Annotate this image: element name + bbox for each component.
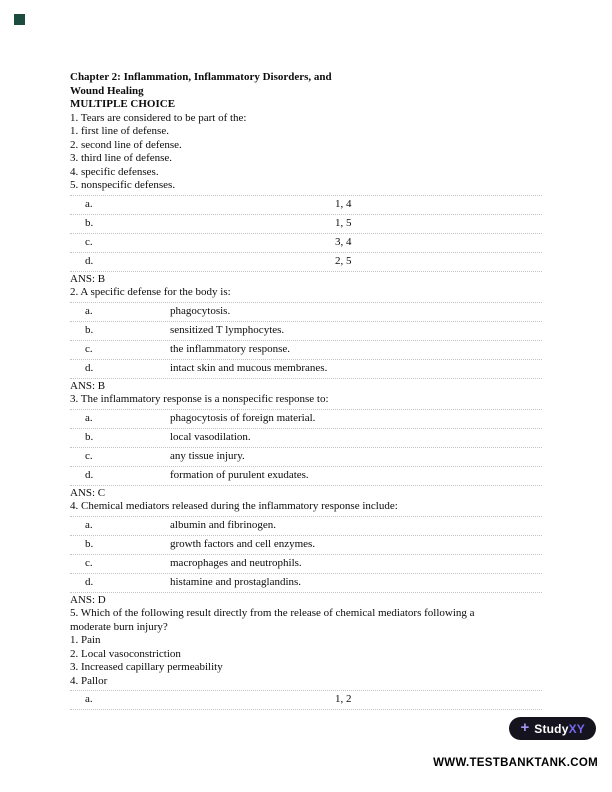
- question-option: 1. Pain: [70, 634, 101, 646]
- question-option: 3. Increased capillary permeability: [70, 661, 223, 673]
- brand-accent-text: XY: [568, 721, 585, 736]
- choice-letter: b.: [85, 216, 94, 229]
- section-heading: MULTIPLE CHOICE: [70, 98, 176, 110]
- choice-letter: b.: [85, 537, 94, 550]
- question-block-2: [70, 286, 542, 393]
- question-stem: 3. The inflammatory response is a nonspecific response to:: [70, 393, 329, 405]
- choice-row: [70, 467, 542, 486]
- brand-name: [534, 722, 585, 736]
- question-block-4: [70, 500, 542, 607]
- choice-text: sensitized T lymphocytes.: [170, 323, 285, 336]
- choice-table: [70, 690, 542, 710]
- choice-text: local vasodilation.: [170, 430, 251, 443]
- question-stem: 4. Chemical mediators released during the inflammatory response include:: [70, 500, 398, 512]
- question-option: 1. first line of defense.: [70, 125, 169, 137]
- chapter-title-line2: Wound Healing: [70, 84, 144, 97]
- choice-row: [70, 322, 542, 341]
- choice-text: 3, 4: [335, 235, 352, 248]
- plus-icon: +: [520, 719, 530, 736]
- choice-letter: c.: [85, 342, 93, 355]
- question-stem: 2. A specific defense for the body is:: [70, 286, 231, 298]
- choice-letter: d.: [85, 254, 94, 267]
- choice-row: [70, 517, 542, 536]
- choice-row: [70, 429, 542, 448]
- choice-row: [70, 303, 542, 322]
- choice-table: [70, 302, 542, 379]
- choice-letter: c.: [85, 449, 93, 462]
- choice-letter: c.: [85, 235, 93, 248]
- choice-table: [70, 195, 542, 272]
- choice-row: [70, 555, 542, 574]
- choice-text: 1, 2: [335, 693, 352, 705]
- choice-letter: a.: [85, 411, 93, 424]
- choice-text: phagocytosis.: [170, 304, 231, 317]
- choice-row: [70, 341, 542, 360]
- studyxy-badge[interactable]: [509, 717, 596, 740]
- choice-letter: b.: [85, 430, 94, 443]
- website-link[interactable]: WWW.TESTBANKTANK.COM: [433, 757, 598, 769]
- question-option: 2. Local vasoconstriction: [70, 647, 181, 660]
- choice-text: intact skin and mucous membranes.: [170, 361, 328, 374]
- choice-letter: d.: [85, 361, 94, 374]
- choice-letter: c.: [85, 556, 93, 569]
- choice-row: [70, 253, 542, 272]
- choice-row: [70, 234, 542, 253]
- choice-row: [70, 448, 542, 467]
- choice-text: 1, 4: [335, 197, 352, 210]
- choice-row: [70, 574, 542, 593]
- question-option: 5. nonspecific defenses.: [70, 179, 176, 191]
- choice-text: growth factors and cell enzymes.: [170, 537, 316, 550]
- answer-line: ANS: B: [70, 379, 106, 392]
- choice-row: [70, 360, 542, 379]
- answer-line: ANS: B: [70, 272, 106, 285]
- choice-letter: a.: [85, 518, 93, 531]
- page-content: [70, 71, 542, 711]
- choice-text: 1, 5: [335, 216, 352, 229]
- choice-text: formation of purulent exudates.: [170, 468, 309, 481]
- question-stem: 5. Which of the following result directly from the release of chemical mediators following a: [70, 607, 475, 619]
- choice-text: macrophages and neutrophils.: [170, 556, 302, 569]
- choice-letter: d.: [85, 575, 94, 588]
- choice-table: [70, 409, 542, 486]
- answer-line: ANS: D: [70, 593, 106, 606]
- choice-text: any tissue injury.: [170, 449, 245, 462]
- question-block-5: [70, 607, 542, 710]
- answer-line: ANS: C: [70, 486, 106, 499]
- choice-row: [70, 410, 542, 429]
- question-stem: 1. Tears are considered to be part of the:: [70, 111, 247, 124]
- choice-table: [70, 516, 542, 593]
- choice-row: [70, 215, 542, 234]
- choice-letter: b.: [85, 323, 94, 336]
- question-option: 4. Pallor: [70, 674, 108, 687]
- question-option: 4. specific defenses.: [70, 165, 159, 178]
- choice-row: [70, 196, 542, 215]
- choice-text: histamine and prostaglandins.: [170, 575, 302, 588]
- page-corner-marker: [14, 14, 25, 25]
- choice-letter: a.: [85, 197, 93, 210]
- choice-row: [70, 691, 542, 710]
- choice-row: [70, 536, 542, 555]
- choice-text: albumin and fibrinogen.: [170, 518, 277, 531]
- choice-text: 2, 5: [335, 254, 352, 267]
- choice-text: phagocytosis of foreign material.: [170, 411, 316, 424]
- choice-letter: d.: [85, 468, 94, 481]
- question-stem-continued: moderate burn injury?: [70, 620, 168, 633]
- question-block-1: [70, 112, 542, 287]
- question-option: 3. third line of defense.: [70, 152, 173, 164]
- brand-text: Study: [534, 721, 569, 736]
- chapter-title-line1: Chapter 2: Inflammation, Inflammatory Disorders, and: [70, 71, 332, 83]
- choice-letter: a.: [85, 693, 93, 705]
- question-option: 2. second line of defense.: [70, 138, 182, 151]
- choice-text: the inflammatory response.: [170, 342, 291, 355]
- question-block-3: [70, 393, 542, 500]
- choice-letter: a.: [85, 304, 93, 317]
